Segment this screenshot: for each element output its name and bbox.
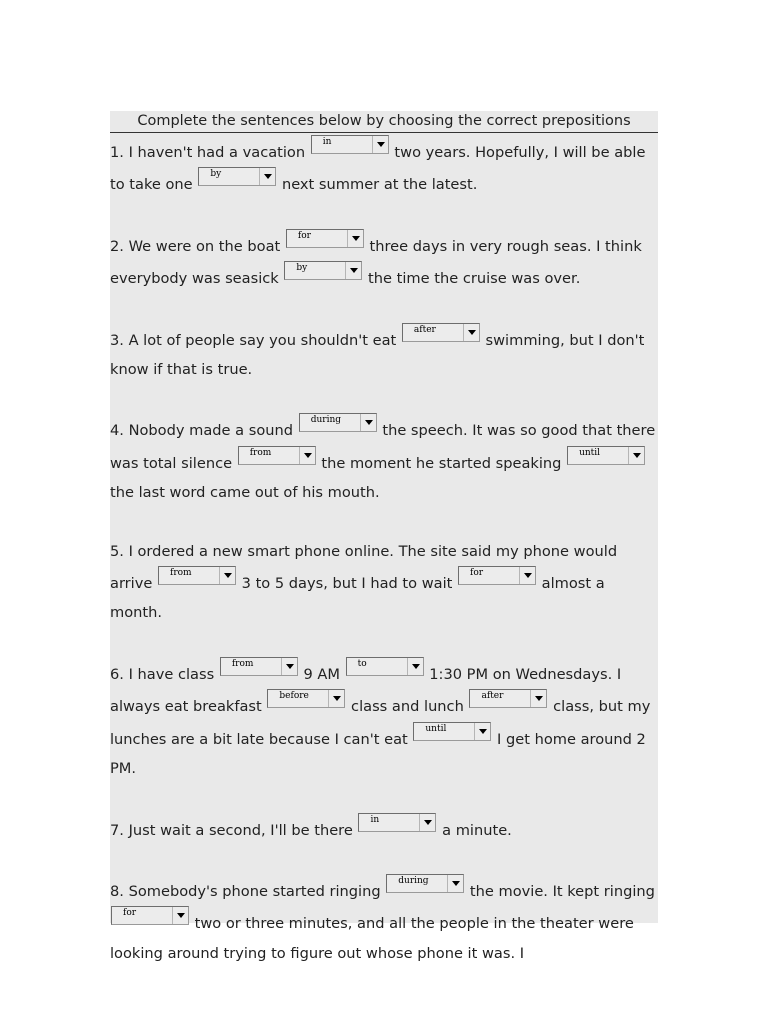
preposition-select[interactable] (158, 566, 236, 585)
question-text: two or three minutes, and all the people in the theater were looking around trying to figure out whose phone it was. I (110, 915, 634, 962)
preposition-select[interactable] (311, 135, 389, 154)
question-4 (110, 413, 658, 507)
chevron-down-icon[interactable] (419, 814, 435, 831)
selected-value: for (123, 908, 137, 919)
preposition-select[interactable] (267, 689, 345, 708)
selected-value: from (231, 658, 254, 669)
chevron-down-icon[interactable] (172, 907, 188, 924)
chevron-down-icon[interactable] (530, 690, 546, 707)
question-8 (110, 874, 658, 968)
preposition-select[interactable] (198, 167, 276, 186)
question-text: 3. A lot of people say you shouldn't eat (110, 331, 397, 349)
question-text: the time the cruise was over. (368, 270, 581, 288)
question-text: swimming, but I don't know if that is true. (110, 331, 645, 379)
preposition-select[interactable] (299, 413, 377, 432)
question-text: the moment he started speaking (321, 454, 562, 472)
chevron-down-icon[interactable] (281, 658, 297, 675)
question-3 (110, 323, 658, 385)
preposition-select[interactable] (458, 566, 536, 585)
chevron-down-icon[interactable] (345, 262, 361, 279)
chevron-down-icon[interactable] (219, 567, 235, 584)
chevron-down-icon[interactable] (407, 658, 423, 675)
selected-value: in (322, 137, 332, 147)
question-text: a minute. (442, 821, 512, 839)
preposition-select[interactable] (346, 657, 424, 676)
preposition-select[interactable] (413, 722, 491, 741)
chevron-down-icon[interactable] (259, 168, 275, 185)
selected-value: after (481, 691, 504, 702)
question-text: class and lunch (351, 698, 464, 716)
selected-value: to (357, 658, 367, 669)
preposition-select[interactable] (286, 229, 364, 248)
selected-value: from (170, 568, 192, 579)
preposition-select[interactable] (469, 689, 547, 708)
question-text: two years. Hopefully, I will be able to take one (110, 144, 646, 194)
question-6 (110, 657, 658, 784)
question-text: 1. I haven't had a vacation (110, 144, 306, 161)
question-1 (110, 135, 658, 200)
chevron-down-icon[interactable] (360, 414, 376, 431)
question-text: the movie. It kept ringing (469, 882, 655, 900)
question-text: 4. Nobody made a sound (110, 422, 294, 440)
selected-value: after (413, 324, 436, 335)
question-text: 3 to 5 days, but I had to wait (241, 575, 453, 593)
selected-value: before (279, 691, 309, 702)
selected-value: during (310, 415, 341, 426)
chevron-down-icon[interactable] (328, 690, 344, 707)
selected-value: until (579, 447, 601, 458)
question-5 (110, 537, 658, 628)
selected-value: from (249, 447, 272, 458)
question-text: 7. Just wait a second, I'll be there (110, 821, 353, 839)
chevron-down-icon[interactable] (299, 447, 315, 464)
instructions-header: Complete the sentences below by choosing the correct prepositions (110, 111, 658, 133)
chevron-down-icon[interactable] (519, 567, 535, 584)
question-text: 2. We were on the boat (110, 237, 281, 255)
chevron-down-icon[interactable] (474, 723, 490, 740)
preposition-select[interactable] (111, 906, 189, 925)
worksheet (110, 111, 658, 962)
chevron-down-icon[interactable] (463, 324, 479, 341)
question-7 (110, 813, 658, 845)
preposition-select[interactable] (238, 446, 316, 465)
chevron-down-icon[interactable] (447, 875, 463, 892)
selected-value: during (398, 875, 429, 886)
question-text: the last word came out of his mouth. (110, 484, 380, 502)
question-text: the speech. It was so good that there was total silence (110, 422, 656, 472)
preposition-select[interactable] (567, 446, 645, 465)
selected-value: for (470, 568, 484, 579)
selected-value: for (297, 230, 311, 241)
preposition-select[interactable] (284, 261, 362, 280)
preposition-select[interactable] (358, 813, 436, 832)
chevron-down-icon[interactable] (372, 136, 388, 153)
selected-value: by (296, 263, 308, 274)
preposition-select[interactable] (220, 657, 298, 676)
selected-value: by (210, 169, 222, 180)
question-text: almost a month. (110, 575, 605, 622)
question-text: 1:30 PM on Wednesdays. I always eat breakfast (110, 665, 622, 716)
question-text: 6. I have class (110, 665, 215, 683)
question-2 (110, 229, 658, 294)
chevron-down-icon[interactable] (347, 230, 363, 247)
chevron-down-icon[interactable] (628, 447, 644, 464)
exercise-body (110, 133, 658, 968)
question-text: three days in very rough seas. I think everybody was seasick (110, 237, 642, 288)
selected-value: until (425, 723, 447, 734)
question-text: next summer at the latest. (281, 176, 478, 194)
question-text: 5. I ordered a new smart phone online. The site said my phone would arrive (110, 542, 618, 593)
question-text: 8. Somebody's phone started ringing (110, 882, 381, 900)
preposition-select[interactable] (402, 323, 480, 342)
question-text: I get home around 2 PM. (110, 730, 646, 778)
question-text: class, but my lunches are a bit late because I can't eat (110, 698, 651, 748)
preposition-select[interactable] (386, 874, 464, 893)
selected-value: in (370, 814, 380, 825)
question-text: 9 AM (303, 665, 340, 683)
